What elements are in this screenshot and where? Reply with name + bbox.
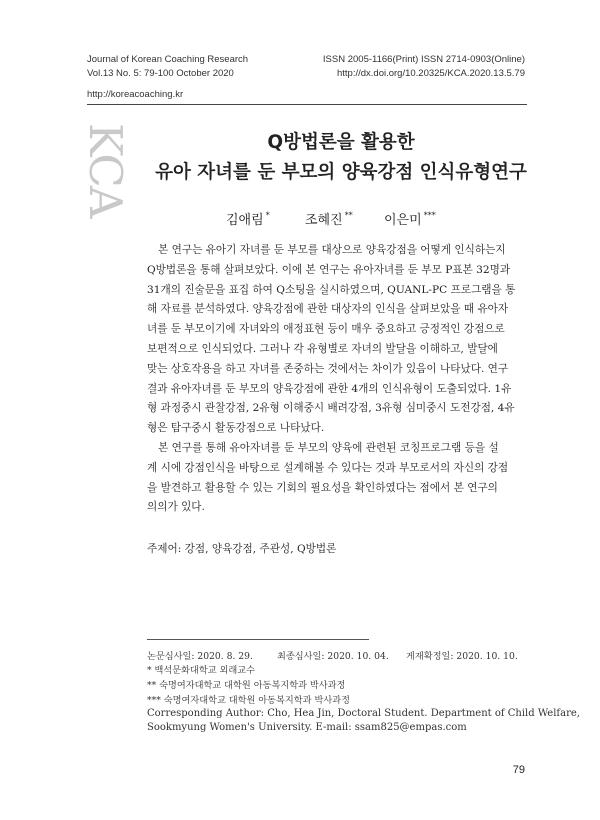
author: 조혜진 ** [305, 211, 353, 228]
abstract-line: 31개의 진술문을 표집 하여 Q소팅을 실시하였으며, QUANL-PC 프로그램을 통 [147, 283, 516, 296]
paper-title-line-1: Q방법론을 활용한 [267, 132, 415, 153]
affiliation-3: *** 숙명여자대학교 대학원 아동복지학과 박사과정 [147, 695, 350, 706]
abstract-line: 맞는 상호작용을 하고 자녀를 존중하는 것에서는 차이가 있음이 나타났다. 연구 [147, 362, 509, 375]
accepted-date: 게재확정일: 2020. 10. 10. [406, 651, 518, 662]
abstract-line: 녀를 둔 부모이기에 자녀와의 애정표현 등이 매우 중요하고 긍정적인 강점으로 [147, 323, 505, 336]
kca-logo [60, 121, 140, 231]
abstract-line: 본 연구는 유아기 자녀를 둔 부모를 대상으로 양육강점을 어떻게 인식하는지 [158, 244, 506, 256]
journal-url[interactable]: http://koreacoaching.kr [87, 89, 184, 100]
abstract-line: 본 연구를 통해 유아자녀를 둔 부모의 양육에 관련된 코칭프로그램 등을 설 [158, 442, 499, 454]
abstract-line: 의의가 있다. [147, 501, 205, 514]
abstract-line: 계 시에 강점인식을 바탕으로 설계해볼 수 있다는 것과 부모로서의 자신의 강점 [147, 461, 509, 474]
paper-title-line-2: 유아 자녀를 둔 부모의 양육강점 인식유형연구 [155, 162, 527, 183]
volume-info: Vol.13 No. 5: 79-100 October 2020 [87, 68, 234, 79]
abstract-line: 형 과정중시 관찰강점, 2유형 이해중시 배려강점, 3유형 심미중시 도전강점, 4유 [147, 402, 515, 415]
keywords: 주제어: 강점, 양육강점, 주관성, Q방법론 [147, 543, 337, 555]
author: 김애림 * [226, 211, 270, 228]
abstract-paragraph-2 [147, 439, 527, 518]
issn-info: ISSN 2005-1166(Print) ISSN 2714-0903(Online) [322, 54, 525, 65]
abstract-line: 을 발견하고 활용할 수 있는 기회의 필요성을 확인하였다는 점에서 본 연구의 [147, 481, 498, 494]
author: 이은미 *** [384, 211, 436, 228]
page-number: 79 [512, 764, 525, 776]
abstract-line: Q방법론을 통해 살펴보았다. 이에 본 연구는 유아자녀를 둔 부모 P표본 32명과 [147, 263, 511, 276]
author-footnote-mark: * [265, 211, 270, 220]
corresponding-author-contact: Sookmyung Women's University. E-mail: ssam825@empas.com [147, 722, 467, 733]
abstract-line: 해 자료를 분석하였다. 양육강점에 관한 대상자의 인식을 살펴보았을 때 유아자 [147, 303, 509, 316]
abstract-line: 형은 탐구중시 활동강점으로 나타났다. [147, 422, 325, 435]
abstract-paragraph-1 [147, 241, 527, 439]
revised-date: 최종심사일: 2020. 10. 04. [277, 651, 389, 662]
abstract-line: 결과 유아자녀를 둔 부모의 양육강점에 관한 4개의 인식유형이 도출되었다. 1유 [147, 382, 512, 395]
received-date: 논문심사일: 2020. 8. 29. [147, 651, 253, 662]
doi-link[interactable]: http://dx.doi.org/10.20325/KCA.2020.13.5.79 [336, 68, 525, 79]
header-divider [87, 104, 527, 105]
author-footnote-mark: *** [423, 211, 436, 220]
abstract-line: 보편적으로 인식되었다. 그러나 각 유형별로 자녀의 발달을 이해하고, 발달에 [147, 342, 498, 355]
affiliation-2: ** 숙명여자대학교 대학원 아동복지학과 박사과정 [147, 680, 346, 691]
footnote-divider [147, 639, 369, 640]
affiliation-1: * 백석문화대학교 외래교수 [147, 665, 256, 676]
author-footnote-mark: ** [344, 211, 353, 220]
journal-name: Journal of Korean Coaching Research [87, 54, 249, 65]
corresponding-author: Corresponding Author: Cho, Hea Jin, Doctoral Student. Department of Child Welfare, [147, 708, 580, 719]
kca-logo-text: KCA [79, 123, 132, 217]
